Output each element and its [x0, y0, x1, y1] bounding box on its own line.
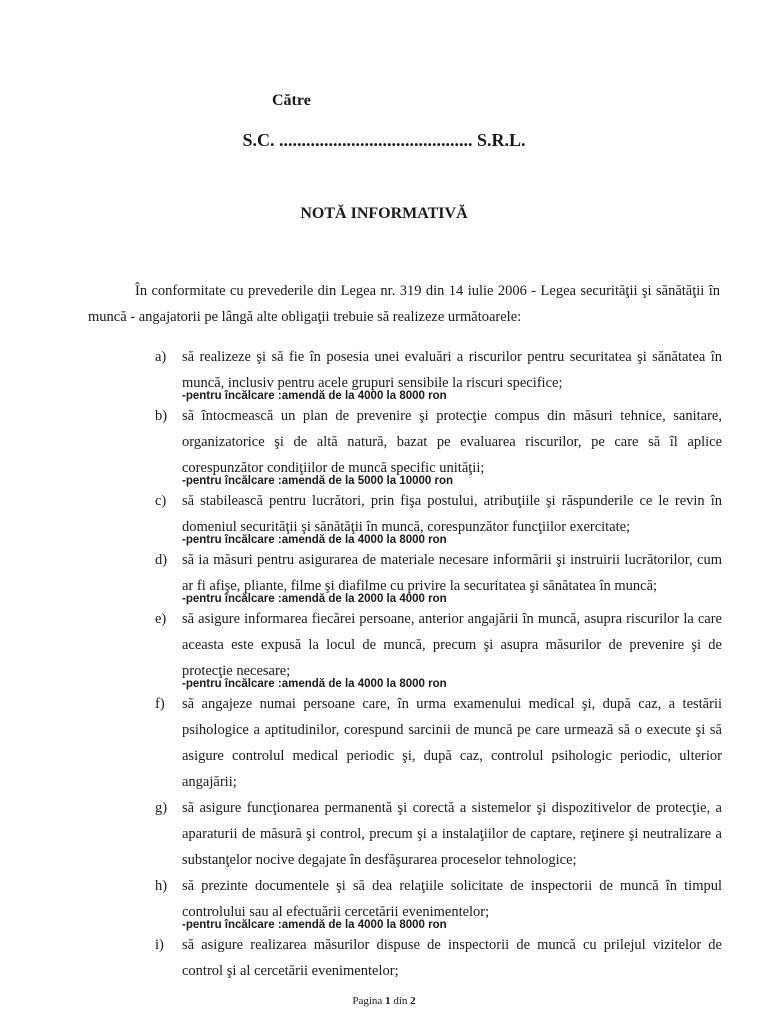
item-text: să asigure informarea fiecărei persoane, anterior angajării în muncă, asupra riscurilor la care aceasta este expusă la locul de muncă, precum şi asupra măsurilor de prevenire şi de protecţie necesare;: [182, 611, 722, 679]
item-letter: e): [155, 611, 167, 627]
list-item: [155, 873, 722, 933]
list-item: [155, 932, 722, 984]
item-letter: f): [155, 696, 165, 712]
obligations-list: [155, 344, 722, 984]
penalty-note: -pentru încălcare :amendă de la 4000 la 8000 ron: [182, 534, 447, 546]
item-text: să ia măsuri pentru asigurarea de materiale necesare informării şi instruirii lucrătorilor, cum ar fi afişe, pliante, filme şi diafilme cu privire la securitatea şi sănătatea în muncă;: [182, 552, 722, 594]
company-name: S.C. ........................................... S.R.L.: [242, 130, 526, 150]
item-text: să întocmească un plan de prevenire şi protecţie compus din măsuri tehnice, sanitare, organizatorice şi de altă natură, bazat pe evaluarea riscurilor, pe care să îl aplice corespunzător condiţiilor de muncă specific unităţii;: [182, 408, 722, 476]
intro-paragraph: În conformitate cu prevederile din Legea nr. 319 din 14 iulie 2006 - Legea securităţii şi sănătăţii în muncă - angajatorii pe lângă alte obligaţii trebuie să realizeze următoarele:: [88, 283, 720, 325]
page-footer: [0, 995, 768, 1007]
penalty-note: -pentru încălcare :amendă de la 2000 la 4000 ron: [182, 593, 447, 605]
item-letter: a): [155, 349, 167, 365]
penalty-note: -pentru încălcare :amendă de la 4000 la 8000 ron: [182, 678, 447, 690]
item-letter: b): [155, 408, 168, 424]
list-item: [155, 691, 722, 795]
item-letter: i): [155, 937, 164, 953]
penalty-note: -pentru încălcare :amendă de la 5000 la 10000 ron: [182, 475, 454, 487]
list-item: [155, 795, 722, 873]
footer-din-word: din: [393, 995, 408, 1007]
item-text: să stabilească pentru lucrători, prin fişa postului, atribuţiile şi răspunderile ce le revin în domeniul securităţii şi sănătăţii în muncă, corespunzător funcţiilor exercitate;: [182, 493, 722, 535]
item-text: să prezinte documentele şi să dea relaţiile solicitate de inspectorii de muncă în timpul controlului sau al efectuării cercetării evenimentelor;: [182, 878, 722, 920]
penalty-note: -pentru încălcare :amendă de la 4000 la 8000 ron: [182, 390, 447, 402]
list-item: [155, 344, 722, 404]
item-letter: g): [155, 800, 168, 816]
item-letter: d): [155, 552, 168, 568]
recipient-label: Către: [272, 92, 311, 109]
item-text: să angajeze numai persoane care, în urma examenului medical şi, după caz, a testării psihologice a aptitudinilor, corespund sarcinii de muncă pe care urmează să o execute şi să asigure controlul medical periodic şi, după caz, controlul psihologic periodic, ulterior angajării;: [182, 696, 722, 790]
footer-page-word: Pagina: [352, 995, 383, 1007]
item-text: să asigure realizarea măsurilor dispuse de inspectorii de muncă cu prilejul vizitelor de control şi al cercetării evenimentelor;: [182, 937, 722, 979]
penalty-note: -pentru încălcare :amendă de la 4000 la 8000 ron: [182, 919, 447, 931]
item-letter: c): [155, 493, 167, 509]
document-title: NOTĂ INFORMATIVĂ: [300, 205, 468, 222]
list-item: [155, 547, 722, 607]
item-text: să realizeze şi să fie în posesia unei evaluări a riscurilor pentru securitatea şi sănătatea în muncă, inclusiv pentru acele grupuri sensibile la riscuri specifice;: [182, 349, 722, 391]
list-item: [155, 488, 722, 548]
item-letter: h): [155, 878, 168, 894]
footer-total-pages: 2: [410, 995, 416, 1007]
list-item: [155, 606, 722, 692]
item-text: să asigure funcţionarea permanentă şi corectă a sistemelor şi dispozitivelor de protecţie, a aparaturii de măsură şi control, precum şi a instalaţiilor de captare, reţinere şi neutralizare a substanţelor nocive degajate în desfăşurarea proceselor tehnologice;: [182, 800, 722, 868]
footer-current-page: 1: [385, 995, 391, 1007]
list-item: [155, 403, 722, 489]
